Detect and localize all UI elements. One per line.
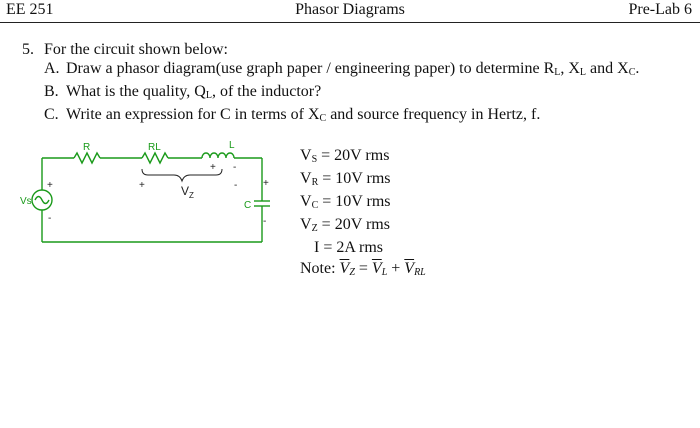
part-b: [22, 82, 692, 105]
vz-plus: +: [139, 180, 145, 191]
inductor-symbol: [202, 153, 234, 158]
value-vr: $V_R = 10V$ rms: [300, 170, 391, 188]
capacitor-label: C: [244, 200, 252, 211]
subscript: L: [205, 90, 212, 101]
circuit-diagram: [20, 138, 270, 248]
resistor-r-symbol: [74, 153, 100, 163]
capacitor-plus: +: [263, 178, 269, 189]
capacitor-minus: -: [263, 216, 267, 227]
part-text: and source frequency in Hertz, f.: [326, 106, 541, 123]
source-label: Vs: [20, 196, 32, 207]
resistor-rl-label: RL: [148, 142, 161, 153]
subscript: C: [628, 67, 636, 78]
subscript: L: [554, 67, 561, 78]
note-equation: Note: $\overline{V}_Z = \overline{V}_L + \overline{V}_{RL}$: [300, 260, 426, 278]
part-text: and X: [586, 60, 629, 77]
subscript: C: [319, 113, 327, 124]
source-minus: -: [48, 213, 52, 224]
question-prompt: [22, 40, 692, 59]
page-title: Phasor Diagrams: [295, 1, 405, 18]
subscript: L: [579, 67, 587, 78]
part-letter: B.: [44, 83, 59, 100]
part-text: , X: [560, 60, 580, 77]
value-vs: $V_S = 20V$ rms: [300, 147, 390, 165]
prompt-text: For the circuit shown below:: [44, 41, 228, 58]
question-number: 5.: [22, 41, 34, 58]
part-text: , of the inductor?: [211, 83, 322, 100]
inductor-label: L: [229, 140, 235, 151]
part-text: Draw a phasor diagram(use graph paper / engineering paper) to determine R: [66, 60, 555, 77]
resistor-r-label: R: [83, 142, 91, 153]
part-c: [22, 105, 692, 128]
part-text: Write an expression for C in terms of X: [66, 106, 320, 123]
resistor-rl-symbol: [142, 153, 168, 163]
inductor-minus: -: [233, 162, 237, 173]
part-a: [22, 59, 692, 82]
given-values: [300, 146, 426, 282]
value-vz: $V_Z = 20V$ rms: [300, 216, 390, 234]
course-code: EE 251: [6, 1, 54, 18]
vz-minus: -: [234, 180, 238, 191]
lab-label: Pre-Lab 6: [628, 1, 692, 18]
part-text: .: [635, 60, 640, 77]
page-header: [0, 0, 700, 23]
vz-label: $V_Z$: [181, 184, 194, 200]
value-current: I = 2A rms: [314, 239, 384, 256]
part-letter: A.: [44, 60, 60, 77]
part-letter: C.: [44, 106, 59, 123]
value-vc: $V_C = 10V$ rms: [300, 193, 391, 211]
source-plus: +: [47, 180, 53, 191]
sine-icon: [35, 197, 49, 204]
part-text: What is the quality, Q: [66, 83, 206, 100]
inductor-plus: +: [210, 162, 216, 173]
question-5: [22, 40, 692, 128]
